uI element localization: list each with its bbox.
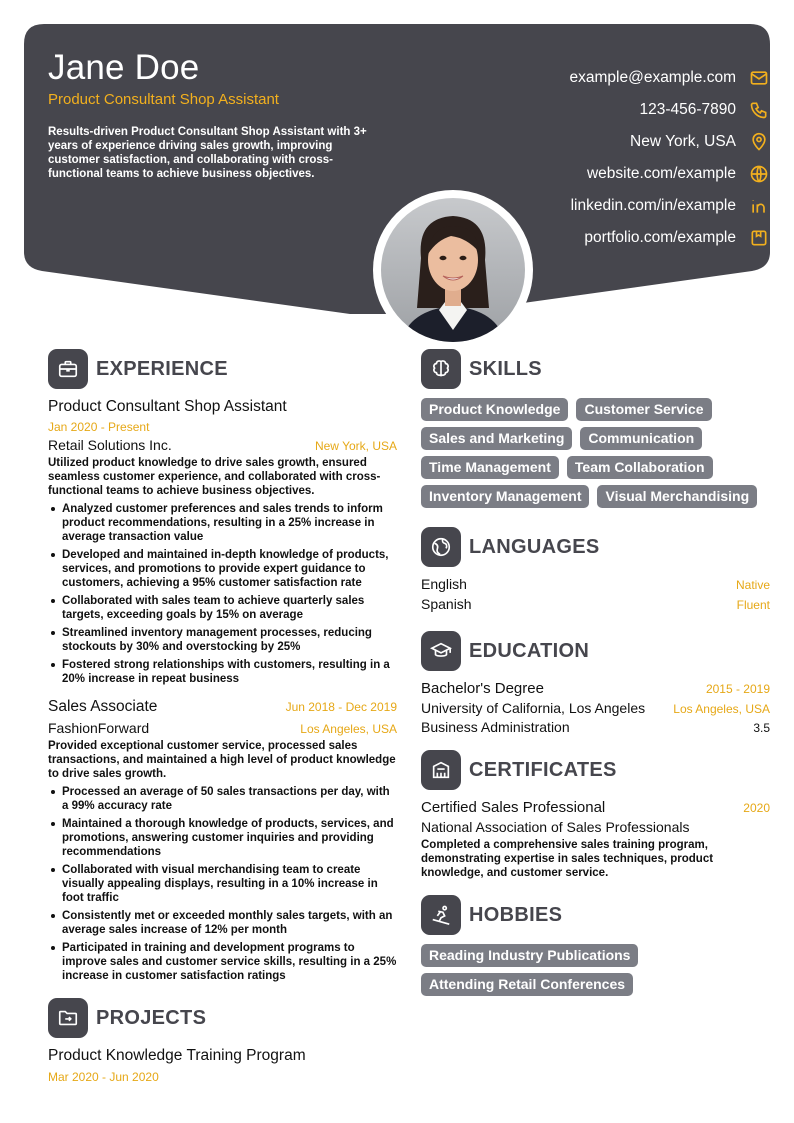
education-field: Business Administration xyxy=(421,719,570,735)
institution-icon xyxy=(421,750,461,790)
projects-heading: PROJECTS xyxy=(96,1006,207,1029)
mail-icon xyxy=(748,67,770,89)
summary-text: Results-driven Product Consultant Shop Assistant with 3+ years of experience driving sales growth, improving customer satisfaction, and collaborating with cross-functional teams to achieve business objectives. xyxy=(48,126,367,180)
list-item: Fostered strong relationships with customers, resulting in a 20% increase in repeat business xyxy=(48,658,397,686)
job-company: FashionForward xyxy=(48,720,150,736)
job-description: Provided exceptional customer service, processed sales transactions, and maintained a high level of product knowledge to drive sales growth. xyxy=(48,740,396,780)
education-location: Los Angeles, USA xyxy=(673,702,770,716)
phone-icon xyxy=(748,99,770,121)
contact-location xyxy=(470,126,770,158)
language-level: Fluent xyxy=(736,598,770,612)
left-column xyxy=(48,348,397,1084)
right-column xyxy=(421,348,770,996)
candidate-name: Jane Doe xyxy=(48,48,200,87)
certificates-heading: CERTIFICATES xyxy=(469,758,617,781)
skill-tag: Time Management xyxy=(421,456,559,479)
project-dates: Mar 2020 - Jun 2020 xyxy=(48,1070,159,1084)
skill-tag: Customer Service xyxy=(576,398,711,421)
languages-heading: LANGUAGES xyxy=(469,535,600,558)
contact-portfolio-text[interactable]: portfolio.com/example xyxy=(584,229,736,246)
job-title: Sales Associate xyxy=(48,698,158,715)
education-school: University of California, Los Angeles xyxy=(421,700,646,716)
hobby-tag: Reading Industry Publications xyxy=(421,944,638,967)
list-item: Collaborated with visual merchandising team to create visually appealing displays, resulting in a 10% increase in foot traffic xyxy=(48,863,397,905)
list-item: Analyzed customer preferences and sales trends to inform product recommendations, resulting in a 25% increase in average transaction value xyxy=(48,502,397,544)
contact-phone[interactable] xyxy=(470,94,770,126)
contact-location-text: New York, USA xyxy=(630,133,736,150)
project-title: Product Knowledge Training Program xyxy=(48,1047,306,1064)
list-item: Streamlined inventory management processes, reducing stockouts by 30% and overstocking by 25% xyxy=(48,626,397,654)
list-item: Participated in training and development programs to improve sales and customer service skills, resulting in a 25% increase in customer satisfaction ratings xyxy=(48,941,397,983)
job-dates: Jun 2018 - Dec 2019 xyxy=(285,700,397,714)
language-globe-icon xyxy=(421,527,461,567)
graduation-cap-icon xyxy=(421,631,461,671)
job-dates: Jan 2020 - Present xyxy=(48,420,150,434)
project-entry xyxy=(48,1047,397,1084)
location-icon xyxy=(748,131,770,153)
profile-photo-frame xyxy=(373,190,533,350)
job-company: Retail Solutions Inc. xyxy=(48,437,172,453)
job-location: New York, USA xyxy=(314,439,397,453)
certificate-name: Certified Sales Professional xyxy=(421,799,606,816)
job-description: Utilized product knowledge to drive sales growth, ensured seamless customer experience, and collaborated with cross-functional teams to achieve business objectives. xyxy=(48,457,381,497)
briefcase-icon xyxy=(48,349,88,389)
list-item: Maintained a thorough knowledge of products, services, and promotions, answering customer inquiries and providing recommendations xyxy=(48,817,397,859)
languages-section-header xyxy=(421,526,770,568)
education-section-header xyxy=(421,630,770,672)
list-item: Collaborated with sales team to achieve quarterly sales targets, exceeding goals by 15% on average xyxy=(48,594,397,622)
contact-linkedin-text[interactable]: linkedin.com/in/example xyxy=(570,197,736,214)
language-name: English xyxy=(421,576,467,592)
contact-email-text[interactable]: example@example.com xyxy=(569,69,736,86)
skill-tags xyxy=(421,398,770,508)
education-degree: Bachelor's Degree xyxy=(421,680,544,697)
language-level: Native xyxy=(735,578,770,592)
certificates-section-header xyxy=(421,749,770,791)
language-row xyxy=(421,576,770,596)
skill-tag: Visual Merchandising xyxy=(597,485,757,508)
education-gpa: 3.5 xyxy=(753,721,770,735)
skill-tag: Inventory Management xyxy=(421,485,589,508)
skill-tag: Product Knowledge xyxy=(421,398,568,421)
skill-tag: Communication xyxy=(580,427,702,450)
skill-tag: Team Collaboration xyxy=(567,456,713,479)
contact-website-text[interactable]: website.com/example xyxy=(586,165,736,182)
candidate-title: Product Consultant Shop Assistant xyxy=(48,91,279,108)
certificate-issuer: National Association of Sales Professionals xyxy=(421,819,690,835)
job-title: Product Consultant Shop Assistant xyxy=(48,398,287,415)
folder-icon xyxy=(48,998,88,1038)
job-entry xyxy=(48,698,397,983)
skills-section-header xyxy=(421,348,770,390)
hobby-tag: Attending Retail Conferences xyxy=(421,973,633,996)
job-location: Los Angeles, USA xyxy=(300,722,397,736)
certificate-entry xyxy=(421,799,770,880)
projects-section-header xyxy=(48,997,397,1039)
language-row xyxy=(421,596,770,616)
job-entry xyxy=(48,398,397,686)
skills-heading: SKILLS xyxy=(469,357,542,380)
portfolio-icon xyxy=(748,227,770,249)
hobby-tags xyxy=(421,944,770,996)
language-name: Spanish xyxy=(421,596,472,612)
profile-photo xyxy=(381,198,525,342)
globe-icon xyxy=(748,163,770,185)
list-item: Processed an average of 50 sales transactions per day, with a 99% accuracy rate xyxy=(48,785,397,813)
list-item: Consistently met or exceeded monthly sales targets, with an average sales increase of 12% per month xyxy=(48,909,397,937)
brain-icon xyxy=(421,349,461,389)
certificate-year: 2020 xyxy=(743,801,770,815)
list-item: Developed and maintained in-depth knowledge of products, services, and promotions to provide expert guidance to customers, achieving a 95% customer satisfaction rate xyxy=(48,548,397,590)
job-bullets xyxy=(48,785,397,983)
education-heading: EDUCATION xyxy=(469,639,590,662)
contact-email[interactable] xyxy=(470,62,770,94)
skier-icon xyxy=(421,895,461,935)
experience-heading: EXPERIENCE xyxy=(96,357,228,380)
education-dates: 2015 - 2019 xyxy=(705,682,770,696)
hobbies-heading: HOBBIES xyxy=(469,903,563,926)
experience-section-header xyxy=(48,348,397,390)
hobbies-section-header xyxy=(421,894,770,936)
job-bullets xyxy=(48,502,397,686)
contact-phone-text[interactable]: 123-456-7890 xyxy=(639,101,736,118)
contact-website[interactable] xyxy=(470,158,770,190)
linkedin-icon xyxy=(748,195,770,217)
education-entry xyxy=(421,680,770,735)
certificate-description: Completed a comprehensive sales training program, demonstrating expertise in sales techniques, product knowledge, and customer service. xyxy=(421,839,714,879)
contact-linkedin[interactable] xyxy=(470,190,770,222)
skill-tag: Sales and Marketing xyxy=(421,427,572,450)
